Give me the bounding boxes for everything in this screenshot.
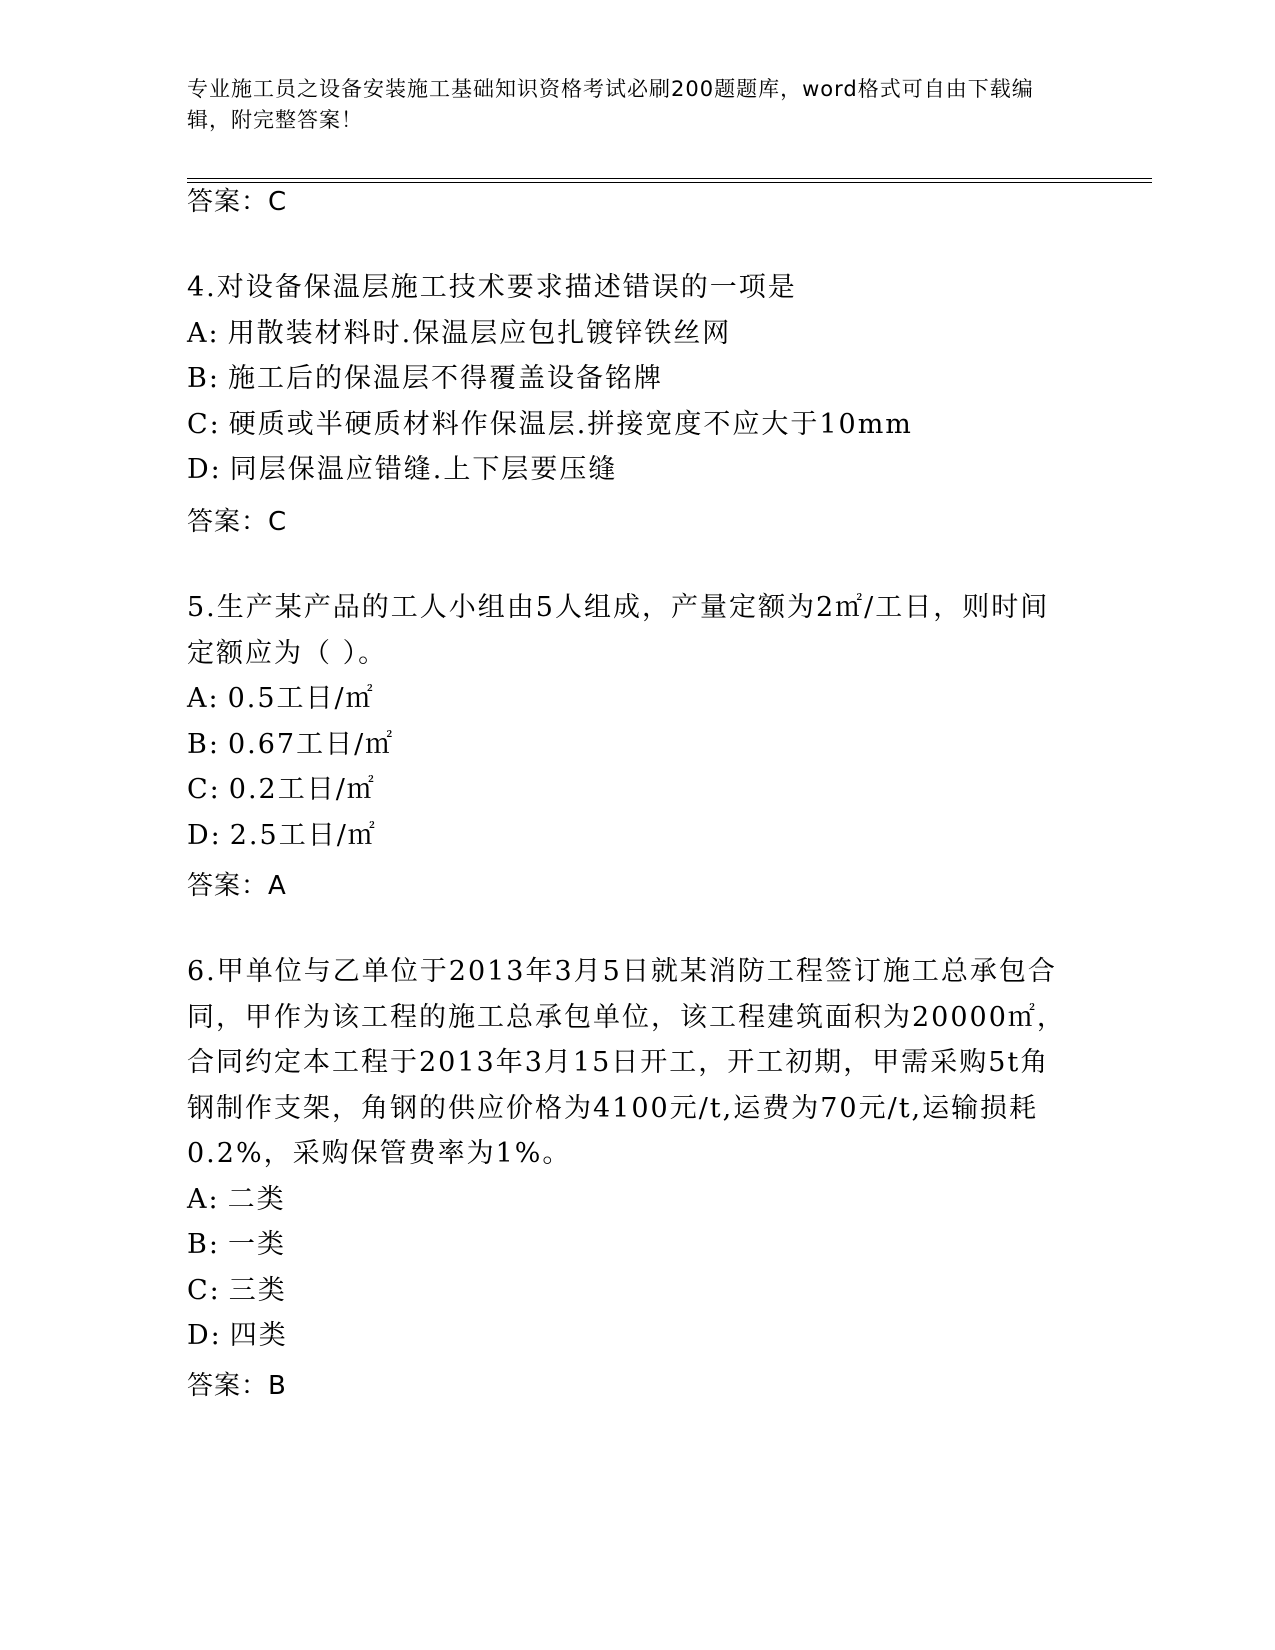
question-6 [187,949,1077,1359]
answer-value: B [268,1371,287,1401]
answer-line [187,184,287,220]
option-b [187,722,1077,768]
option-letter: C: [187,408,221,440]
option-letter: A: [187,317,220,349]
option-letter: A: [187,683,220,714]
option-text: 一类 [227,1229,286,1260]
option-letter: B: [187,363,220,394]
question-stem: 5.生产某产品的工人小组由5人组成，产量定额为2㎡/工日，则时间定额应为（ ）。 [187,592,1050,669]
option-text: 施工后的保温层不得覆盖设备铭牌 [227,363,663,394]
header-divider-top [187,178,1152,179]
option-letter: A: [187,1183,220,1215]
option-a [187,1177,1077,1223]
answer-label: 答案： [187,187,269,217]
option-a [187,311,1077,357]
answer-value: C [268,187,288,217]
option-text: 四类 [229,1320,288,1351]
option-letter: D: [187,454,222,485]
option-d [187,1313,1077,1359]
answer-line [187,504,287,540]
option-letter: D: [187,819,222,851]
header-divider-bottom [187,182,1152,183]
option-letter: C: [187,1274,221,1306]
option-a [187,676,1077,722]
option-c [187,402,1077,448]
option-b [187,1222,1077,1268]
option-text: 三类 [228,1274,287,1306]
option-letter: B: [187,1229,220,1260]
option-text: 硬质或半硬质材料作保温层.拼接宽度不应大于10mm [228,408,913,440]
option-d [187,447,1077,493]
question-4 [187,265,1077,493]
answer-label: 答案： [187,1371,269,1401]
option-text: 用散装材料时.保温层应包扎镀锌铁丝网 [227,317,732,349]
question-stem: 4.对设备保温层施工技术要求描述错误的一项是 [187,272,797,303]
answer-value: C [268,507,288,537]
question-stem: 6.甲单位与乙单位于2013年3月5日就某消防工程签订施工总承包合同，甲作为该工程的施工总承包单位，该工程建筑面积为20000㎡，合同约定本工程于2013年3月15日开工，开工初期，甲需采购5t角钢制作支架，角钢的供应价格为4100元/t,运费为70元/t,运输损耗0.2%，采购保管费率为1%。 [187,956,1066,1169]
answer-label: 答案： [187,507,269,537]
document-header: 专业施工员之设备安装施工基础知识资格考试必刷200题题库，word格式可自由下载编辑，附完整答案！ [187,77,1034,132]
answer-line [187,1368,287,1404]
option-letter: C: [187,774,221,805]
option-text: 0.5工日/㎡ [227,683,375,714]
option-c [187,767,1077,813]
answer-value: A [268,871,287,901]
question-5 [187,585,1077,858]
option-letter: D: [187,1320,222,1351]
option-text: 0.2工日/㎡ [228,774,376,805]
option-c [187,1268,1077,1314]
option-text: 0.67工日/㎡ [227,728,395,760]
option-text: 二类 [227,1183,286,1215]
answer-line [187,868,287,904]
option-letter: B: [187,728,220,760]
option-text: 2.5工日/㎡ [229,819,377,851]
answer-label: 答案： [187,871,269,901]
option-d [187,813,1077,859]
option-text: 同层保温应错缝.上下层要压缝 [229,454,618,485]
option-b [187,356,1077,402]
